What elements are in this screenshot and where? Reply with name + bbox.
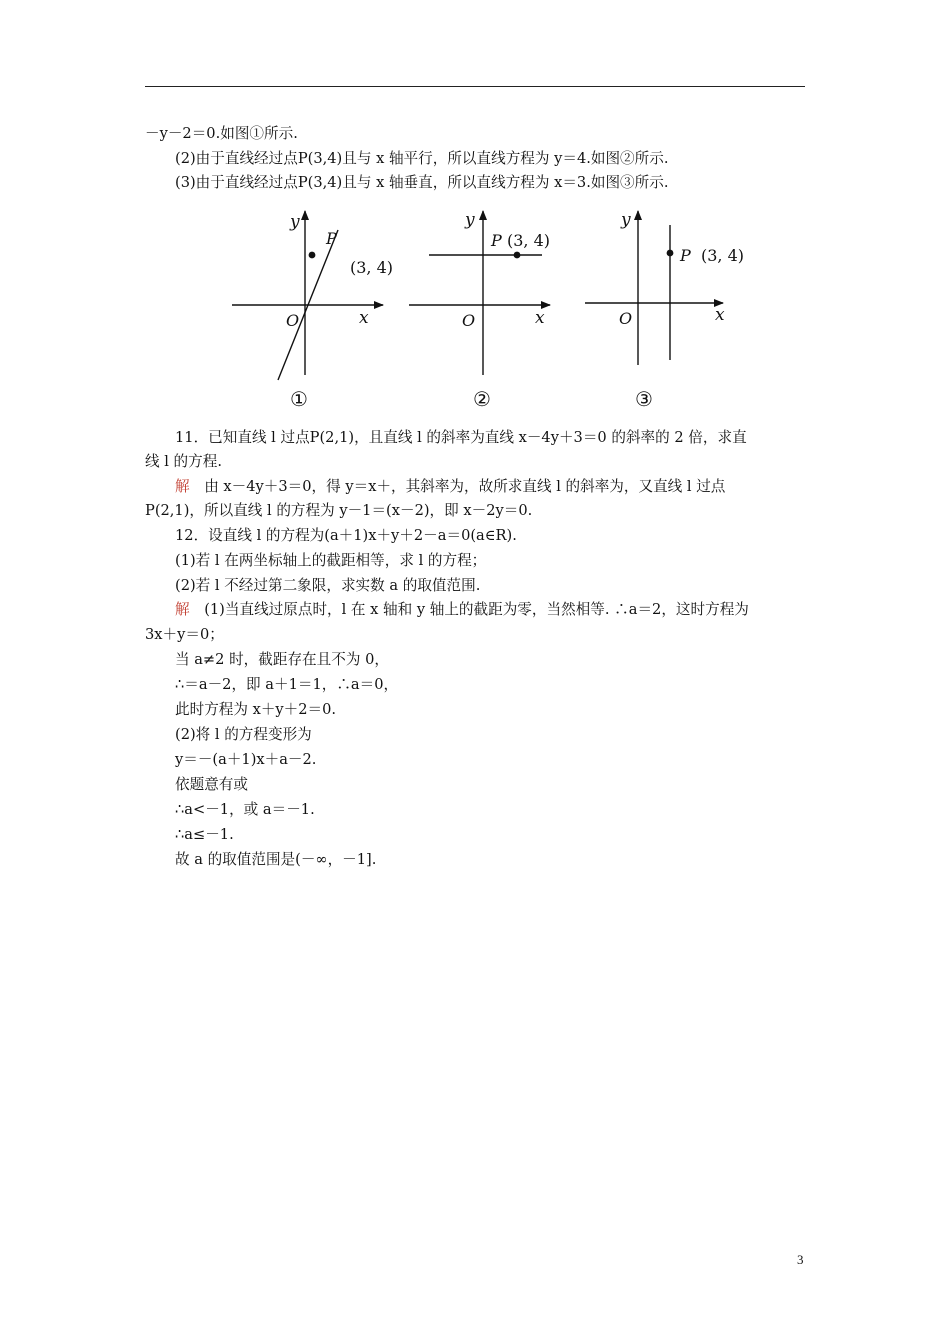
point-label: P <box>680 246 691 265</box>
figure-3 <box>583 205 753 415</box>
y-axis-label: y <box>621 210 631 230</box>
point-marker <box>309 252 316 259</box>
y-axis-label: y <box>465 210 475 230</box>
origin-label: O <box>286 311 300 330</box>
text-line: (3)由于直线经过点P(3,4)且与 x 轴垂直，所以直线方程为 x＝3.如图③所示. <box>175 174 669 191</box>
text-line: (1)若 l 在两坐标轴上的截距相等，求 l 的方程； <box>175 552 487 569</box>
text-line: ∴＝a－2，即 a＋1＝1，∴a＝0， <box>175 676 399 693</box>
coord-label: (3, 4) <box>507 231 551 250</box>
point-label: P <box>491 231 502 250</box>
point-marker <box>667 250 674 257</box>
figure-1 <box>228 205 398 415</box>
text-line: 11．已知直线 l 过点P(2,1)，且直线 l 的斜率为直线 x－4y＋3＝0 的斜率的 2 倍，求直 <box>175 429 747 446</box>
header-rule <box>145 86 805 87</box>
x-axis-label: x <box>715 305 725 325</box>
text-line: 故 a 的取值范围是(－∞，－1]. <box>175 851 377 868</box>
x-axis-label: x <box>535 308 545 328</box>
text-line: 当 a≠2 时，截距存在且不为 0， <box>175 651 389 668</box>
page-number: 3 <box>797 1252 804 1267</box>
text-line: (2)将 l 的方程变形为 <box>175 726 312 743</box>
solution-label: 解 <box>175 478 190 495</box>
figure-label: ③ <box>635 387 653 411</box>
text-line: 此时方程为 x＋y＋2＝0. <box>175 701 337 718</box>
text-line: 线 l 的方程. <box>145 453 222 470</box>
text-line: －y－2＝0.如图①所示. <box>145 125 298 142</box>
text-line: (2)若 l 不经过第二象限，求实数 a 的取值范围. <box>175 577 481 594</box>
text-line: (2)由于直线经过点P(3,4)且与 x 轴平行，所以直线方程为 y＝4.如图②所示. <box>175 150 669 167</box>
origin-label: O <box>619 309 633 328</box>
text-line: 3x＋y＝0； <box>145 626 224 643</box>
text-line: P(2,1)，所以直线 l 的方程为 y－1＝(x－2)，即 x－2y＝0. <box>145 502 533 519</box>
point-label: P <box>326 229 337 248</box>
text-line: 解 (1)当直线过原点时，l 在 x 轴和 y 轴上的截距为零，当然相等. ∴a＝2，这时方程为 <box>175 601 749 618</box>
solution-label: 解 <box>175 601 190 618</box>
figure-label: ② <box>473 387 491 411</box>
coord-label: (3, 4) <box>350 258 394 277</box>
point-marker <box>514 252 521 259</box>
text-line: 依题意有或 <box>175 776 248 793</box>
text-line: ∴a≤－1. <box>175 826 234 843</box>
figure-label: ① <box>290 387 308 411</box>
x-axis-label: x <box>359 308 369 328</box>
figure-2 <box>405 205 575 415</box>
coord-label: (3, 4) <box>701 246 745 265</box>
text-line: y＝－(a＋1)x＋a－2. <box>175 751 317 768</box>
text-line: ∴a<－1，或 a＝－1. <box>175 801 315 818</box>
text-line: 12．设直线 l 的方程为(a＋1)x＋y＋2－a＝0(a∈R). <box>175 527 517 544</box>
y-axis-label: y <box>290 212 300 232</box>
origin-label: O <box>462 311 476 330</box>
text-line: 解 由 x－4y＋3＝0，得 y＝x＋，其斜率为，故所求直线 l 的斜率为，又直线 l 过点 <box>175 478 726 495</box>
